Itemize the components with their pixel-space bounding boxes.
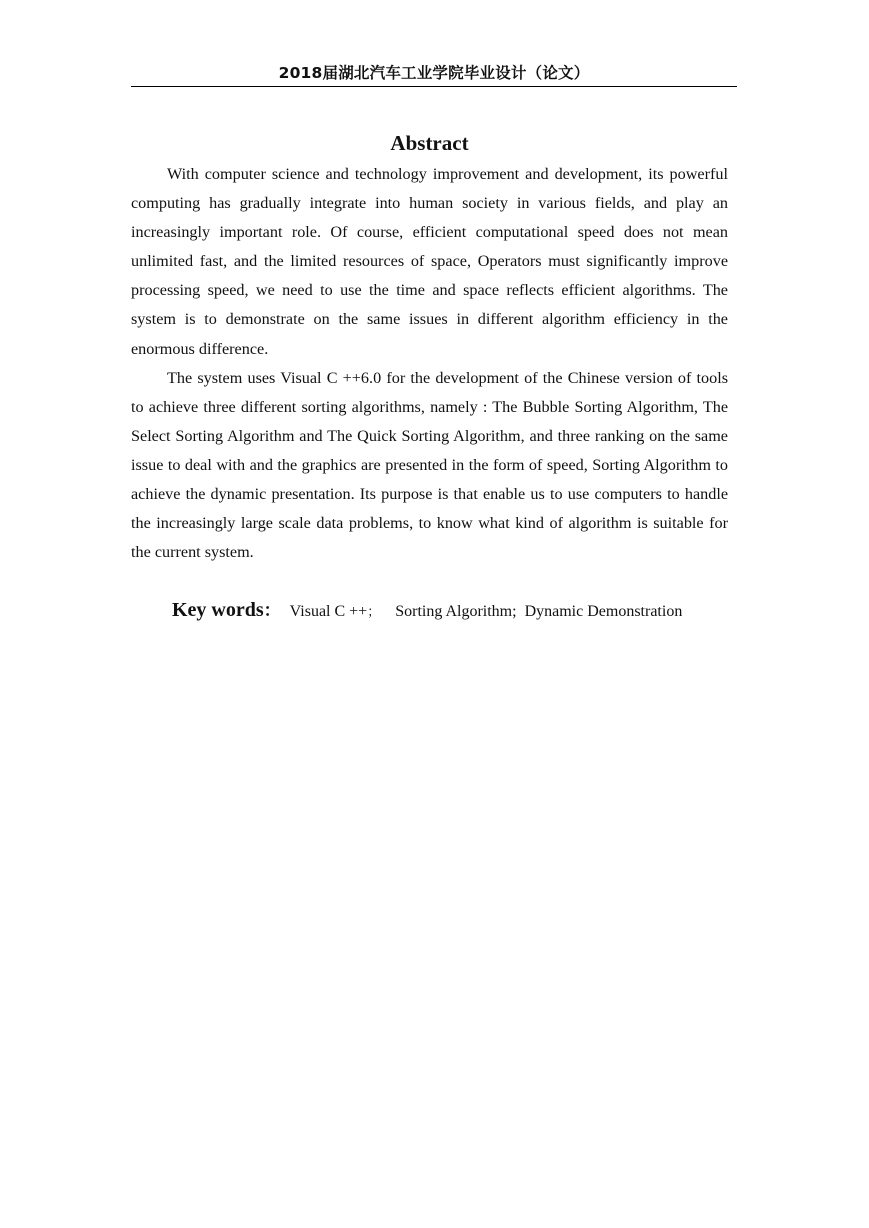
abstract-body	[131, 160, 728, 567]
running-header-title: 2018届湖北汽车工业学院毕业设计（论文）	[278, 64, 590, 82]
keyword-separator: ;	[512, 603, 517, 620]
abstract-paragraph-2: The system uses Visual C ++6.0 for the development of the Chinese version of tools to achieve three different sorting algorithms, namely : The Bubble Sorting Algorithm, The Select Sorting Algorithm and The Quick Sorting Algorithm, and three ranking on the same issue to deal with and the graphics are presented in the form of speed, Sorting Algorithm to achieve the dynamic presentation. Its purpose is that enable us to use computers to handle the increasingly large scale data problems, to know what kind of algorithm is suitable for the current system.	[131, 368, 728, 562]
abstract-title: Abstract	[390, 131, 469, 155]
keywords-label: Key words	[172, 599, 264, 621]
running-header	[131, 62, 737, 87]
keywords-line	[172, 595, 732, 628]
keywords-colon: ：	[263, 601, 281, 621]
keyword-item: Sorting Algorithm	[395, 603, 513, 620]
keyword-item: Dynamic Demonstration	[524, 603, 683, 620]
abstract-paragraph-1: With computer science and technology improvement and development, its powerful computing has gradually integrate into human society in various fields, and play an increasingly important role. Of course, efficient computational speed does not mean unlimited fast, and the limited resources of space, Operators must significantly improve processing speed, we need to use the time and space reflects efficient algorithms. The system is to demonstrate on the same issues in different algorithm efficiency in the enormous difference.	[131, 165, 728, 358]
keyword-separator: ；	[367, 605, 381, 620]
keyword-item: Visual C ++	[289, 603, 368, 620]
